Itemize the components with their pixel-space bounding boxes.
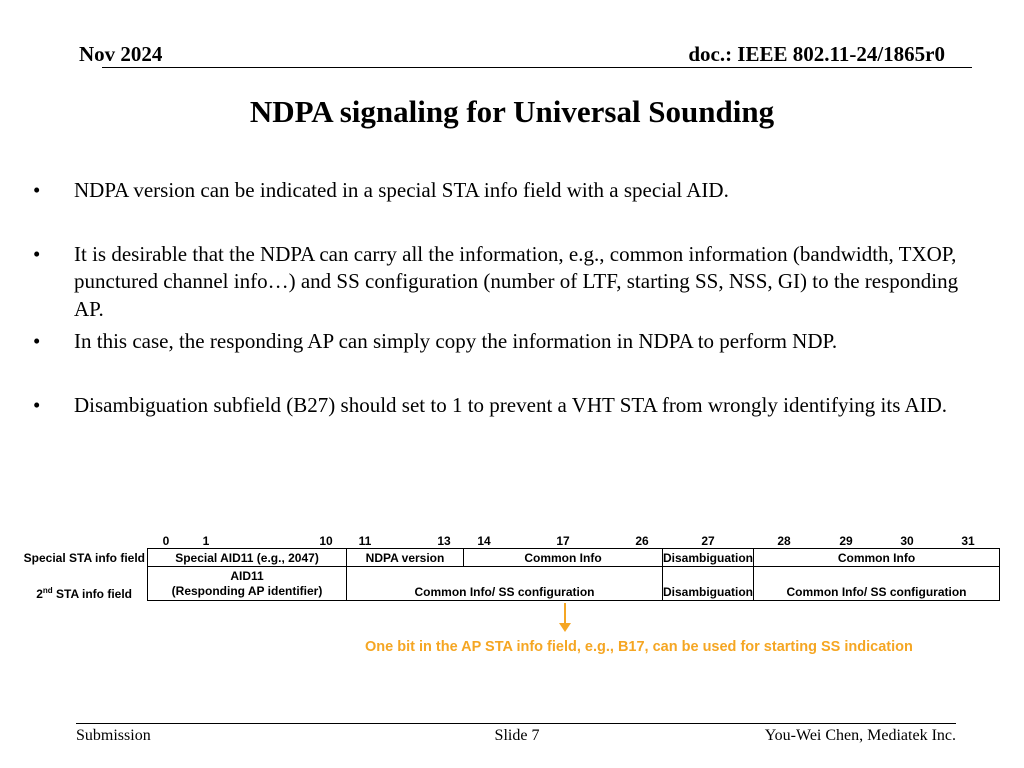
field-special-aid: Special AID11 (e.g., 2047) — [147, 548, 347, 567]
footer-slide-number: Slide 7 — [494, 727, 540, 744]
field-common-ss-config-tail: Common Info/ SS configuration — [753, 566, 1000, 601]
row-label-second-sta — [36, 586, 132, 601]
field-common-ss-config: Common Info/ SS configuration — [346, 566, 663, 601]
annotation-note: One bit in the AP STA info field, e.g., B17, can be used for starting SS indication — [365, 639, 913, 655]
header-doc-id: doc.: IEEE 802.11-24/1865r0 — [688, 42, 945, 66]
field-common-info-tail: Common Info — [753, 548, 1000, 567]
row-label-ordinal: nd — [42, 586, 53, 595]
bit-number: 30 — [900, 534, 914, 548]
footer-submission: Submission — [76, 727, 151, 744]
bit-number: 10 — [319, 534, 333, 548]
row-label-text: STA info field — [52, 587, 132, 601]
bullet-item: • NDPA version can be indicated in a special STA info field with a special AID. — [33, 177, 983, 205]
field-disambiguation-2: Disambiguation — [662, 566, 754, 601]
header-date: Nov 2024 — [79, 42, 163, 66]
sta-info-field-table — [147, 548, 1000, 601]
bullet-item: • Disambiguation subfield (B27) should set to 1 to prevent a VHT STA from wrongly identifying its AID. — [33, 392, 983, 420]
header-divider — [102, 67, 972, 68]
field-disambiguation: Disambiguation — [662, 548, 754, 567]
field-ndpa-version: NDPA version — [346, 548, 464, 567]
bit-number: 28 — [777, 534, 791, 548]
bit-number: 14 — [477, 534, 491, 548]
bit-number: 26 — [635, 534, 649, 548]
bit-number: 27 — [701, 534, 715, 548]
footer-author: You-Wei Chen, Mediatek Inc. — [764, 727, 956, 744]
field-aid11-desc: (Responding AP identifier) — [171, 583, 323, 598]
bullet-item: • In this case, the responding AP can simply copy the information in NDPA to perform NDP. — [33, 328, 983, 356]
row-label-number: 2 — [36, 587, 43, 601]
row-label-special-sta: Special STA info field — [23, 551, 145, 565]
bit-number: 11 — [358, 534, 372, 548]
field-aid11-name: AID11 — [230, 568, 264, 583]
down-arrow-icon — [559, 603, 571, 633]
bit-number: 1 — [202, 534, 210, 548]
field-common-info: Common Info — [463, 548, 663, 567]
bullet-item: • It is desirable that the NDPA can carry all the information, e.g., common information (bandwidth, TXOP, punctured channel info…) and SS configuration (number of LTF, starting SS, NSS, GI) to the responding AP. — [33, 241, 983, 324]
bullet-list — [33, 177, 983, 419]
bit-number: 0 — [162, 534, 170, 548]
slide-title: NDPA signaling for Universal Sounding — [249, 94, 775, 129]
field-aid11 — [147, 566, 347, 601]
bit-number: 17 — [556, 534, 570, 548]
bit-number: 31 — [961, 534, 975, 548]
bit-number: 29 — [839, 534, 853, 548]
bit-number: 13 — [437, 534, 451, 548]
footer-divider — [76, 723, 956, 724]
